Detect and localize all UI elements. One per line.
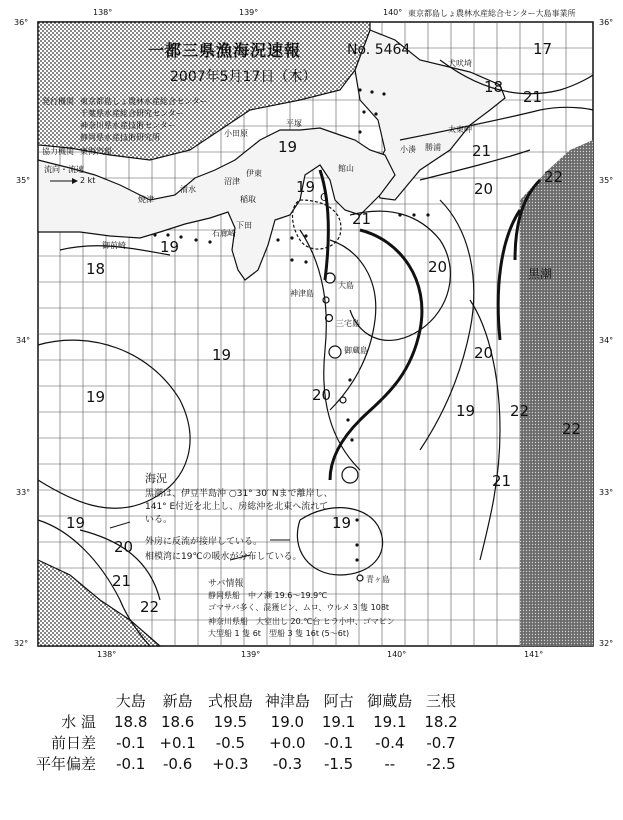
table-cell: 19.1 xyxy=(373,712,407,731)
place-shimizu: 清水 xyxy=(180,185,196,194)
isotherm-label: 22 xyxy=(562,420,582,438)
isotherm-label: 19 xyxy=(212,346,232,364)
fishing-line-4: 大型船 1 隻 6t 型船 3 隻 16t (5〜6t) xyxy=(208,629,350,638)
place-aogashima: 青ヶ島 xyxy=(366,575,390,584)
place-shimoda: 下田 xyxy=(236,221,252,230)
table-cell: -0.5 xyxy=(215,733,245,752)
lat-label-right-33: 33° xyxy=(599,488,614,497)
isotherm-label: 19 xyxy=(278,138,298,156)
issuer-2: 千葉県水産総合研究センター xyxy=(80,109,184,118)
lat-label-right-35: 35° xyxy=(599,176,614,185)
lat-label-left-32: 32° xyxy=(14,639,29,648)
station-header: 神津島 xyxy=(264,692,310,710)
table-cell: 19.0 xyxy=(270,712,305,731)
lon-label-bottom-140: 140° xyxy=(387,650,407,659)
isotherm-label: 18 xyxy=(484,78,504,96)
lon-label-top-139: 139° xyxy=(239,8,259,17)
isotherm-label: 21 xyxy=(523,88,543,106)
eddy-cold-marker: C xyxy=(320,191,328,204)
lat-label-left-33: 33° xyxy=(16,488,31,497)
lat-label-right-32: 32° xyxy=(599,639,614,648)
place-inubozaki: 犬吠埼 xyxy=(448,59,472,68)
isotherm-label: 20 xyxy=(428,258,448,276)
station-header: 新島 xyxy=(162,692,193,710)
bulletin-date: 2007年5月17日（木） xyxy=(170,69,317,85)
isotherm-label: 19 xyxy=(332,514,352,532)
isotherm-label: 20 xyxy=(474,344,494,362)
lon-label-bottom-138: 138° xyxy=(97,650,117,659)
fishing-line-2: ゴマサバ多く、混獲ピン、ムロ、ウルメ 3 隻 108t xyxy=(208,603,390,612)
table-cell: -0.7 xyxy=(426,733,456,752)
table-header-row xyxy=(30,690,464,711)
isotherm-label: 17 xyxy=(533,40,553,58)
isotherm-label: 22 xyxy=(510,402,530,420)
isotherm-label: 20 xyxy=(474,180,494,198)
issuer-3: 神奈川県水産技術センター xyxy=(80,121,176,130)
table-cell: -0.3 xyxy=(272,754,303,773)
isotherm-label: 21 xyxy=(112,572,132,590)
situation-heading: 海況 xyxy=(145,472,167,485)
place-kominato: 小湊 xyxy=(400,145,416,154)
issuer-4: 静岡県水産技術研究所 xyxy=(80,133,160,142)
table-cell: -0.6 xyxy=(163,754,193,773)
isotherm-label: 21 xyxy=(492,472,512,490)
lon-label-top-140: 140° xyxy=(383,8,403,17)
row-label-water-temp: 水 温 xyxy=(61,713,97,731)
table-cell: -1.5 xyxy=(323,754,354,773)
table-cell: +0.1 xyxy=(159,733,196,752)
place-miyakejima: 三宅島 xyxy=(336,319,360,328)
situation-line-5: 相模湾に19℃の暖水が分布している。 xyxy=(145,552,302,562)
table-cell: -2.5 xyxy=(426,754,456,773)
isotherm-label: 19 xyxy=(86,388,106,406)
isotherm-label: 21 xyxy=(472,142,492,160)
place-omaezaki: 御前崎 xyxy=(102,241,126,250)
situation-line-1: 黒潮は、伊豆半島沖 ○31° 30′ Nまで離岸し、 xyxy=(145,489,333,499)
lat-label-left-34: 34° xyxy=(16,336,31,345)
row-label-anomaly: 平年偏差 xyxy=(36,755,97,773)
isotherm-label: 18 xyxy=(86,260,106,278)
table-row xyxy=(30,711,464,732)
place-hiratsuka: 平塚 xyxy=(286,119,302,128)
table-cell: -0.1 xyxy=(116,733,146,752)
isotherm-label: 22 xyxy=(544,168,564,186)
lat-label-left-36: 36° xyxy=(14,18,29,27)
isotherm-label: 19 xyxy=(456,402,476,420)
lon-label-top-138: 138° xyxy=(93,8,113,17)
place-irozaki: 石廊崎 xyxy=(212,229,236,238)
bulletin-title: 一都三県漁海況速報 xyxy=(148,41,302,60)
situation-line-2: 141° E付近を北上し、房総沖を北東へ流れて xyxy=(145,502,329,512)
table-cell: +0.0 xyxy=(269,733,306,752)
table-cell: 18.8 xyxy=(114,712,148,731)
table-cell: 18.6 xyxy=(160,712,195,731)
table-cell: 19.5 xyxy=(213,712,248,731)
place-mikurajima: 御蔵島 xyxy=(344,346,368,355)
kuroshio-region xyxy=(520,140,593,646)
table-row xyxy=(30,732,464,753)
place-oshima: 大島 xyxy=(338,281,354,290)
lon-label-bottom-139: 139° xyxy=(241,650,261,659)
isotherm-label: 22 xyxy=(140,598,160,616)
table-cell: -0.1 xyxy=(116,754,146,773)
table-cell: 19.1 xyxy=(321,712,356,731)
lat-label-right-34: 34° xyxy=(599,336,614,345)
isotherm-label: 19 xyxy=(66,514,86,532)
issuers-heading: 発行機関 xyxy=(42,97,74,106)
place-kuroshio: 黒潮 xyxy=(528,267,553,281)
lat-label-right-36: 36° xyxy=(599,18,614,27)
table-cell: -0.1 xyxy=(323,733,354,752)
table-cell: -- xyxy=(384,754,396,773)
station-header: 大島 xyxy=(115,692,146,710)
lon-label-bottom-141: 141° xyxy=(524,650,544,659)
flow-legend-speed: 2 kt xyxy=(80,176,96,185)
isotherm-label: 19 xyxy=(160,238,180,256)
top-credit: 東京都島しょ農林水産総合センター大島事業所 xyxy=(408,9,576,18)
place-kozushima: 神津島 xyxy=(290,289,314,298)
isotherm-label: 19 xyxy=(296,178,316,196)
situation-line-3: いる。 xyxy=(145,515,173,525)
table-cell: -0.4 xyxy=(375,733,405,752)
place-yaizu: 焼津 xyxy=(138,195,154,204)
issuer-1: 東京都島しょ農林水産総合センター xyxy=(80,97,208,106)
coop-heading: 協力機関 xyxy=(42,147,74,156)
row-label-prev-day: 前日差 xyxy=(51,734,97,752)
isotherm-label: 21 xyxy=(352,210,372,228)
fishing-line-1: 静岡県船 中ノ瀬 19.6〜19.9℃ xyxy=(208,591,328,600)
isotherm-label: 20 xyxy=(114,538,134,556)
place-katsuura: 勝浦 xyxy=(425,143,441,152)
coop-name: 東海汽船 xyxy=(80,147,112,156)
issue-number: No. 5464 xyxy=(347,42,411,58)
situation-line-4: 外房に反流が接岸している。 xyxy=(145,537,263,547)
station-header: 式根島 xyxy=(207,692,253,710)
place-numazu: 沼津 xyxy=(224,177,240,186)
place-inatori: 稲取 xyxy=(240,195,256,204)
table-corner xyxy=(30,690,108,711)
place-odawara: 小田原 xyxy=(224,129,248,138)
table-cell: 18.2 xyxy=(424,712,458,731)
table-cell: +0.3 xyxy=(212,754,249,773)
station-header: 阿古 xyxy=(323,692,354,710)
flow-legend-label: 流向・流速 xyxy=(44,165,84,174)
lat-label-left-35: 35° xyxy=(16,176,31,185)
sst-table xyxy=(30,690,464,774)
fishing-line-3: 神奈川県船 大室出し 20.℃台 ヒラ小中、ゴマピン xyxy=(208,617,395,626)
station-header: 三根 xyxy=(426,692,457,710)
place-tateyama: 館山 xyxy=(338,164,354,173)
table-row xyxy=(30,753,464,774)
place-ito: 伊東 xyxy=(246,169,262,178)
fishing-heading: サバ情報 xyxy=(208,579,244,589)
station-header: 御蔵島 xyxy=(367,692,413,710)
isotherm-label: 20 xyxy=(312,386,332,404)
place-taito: 太東岬 xyxy=(448,125,472,134)
